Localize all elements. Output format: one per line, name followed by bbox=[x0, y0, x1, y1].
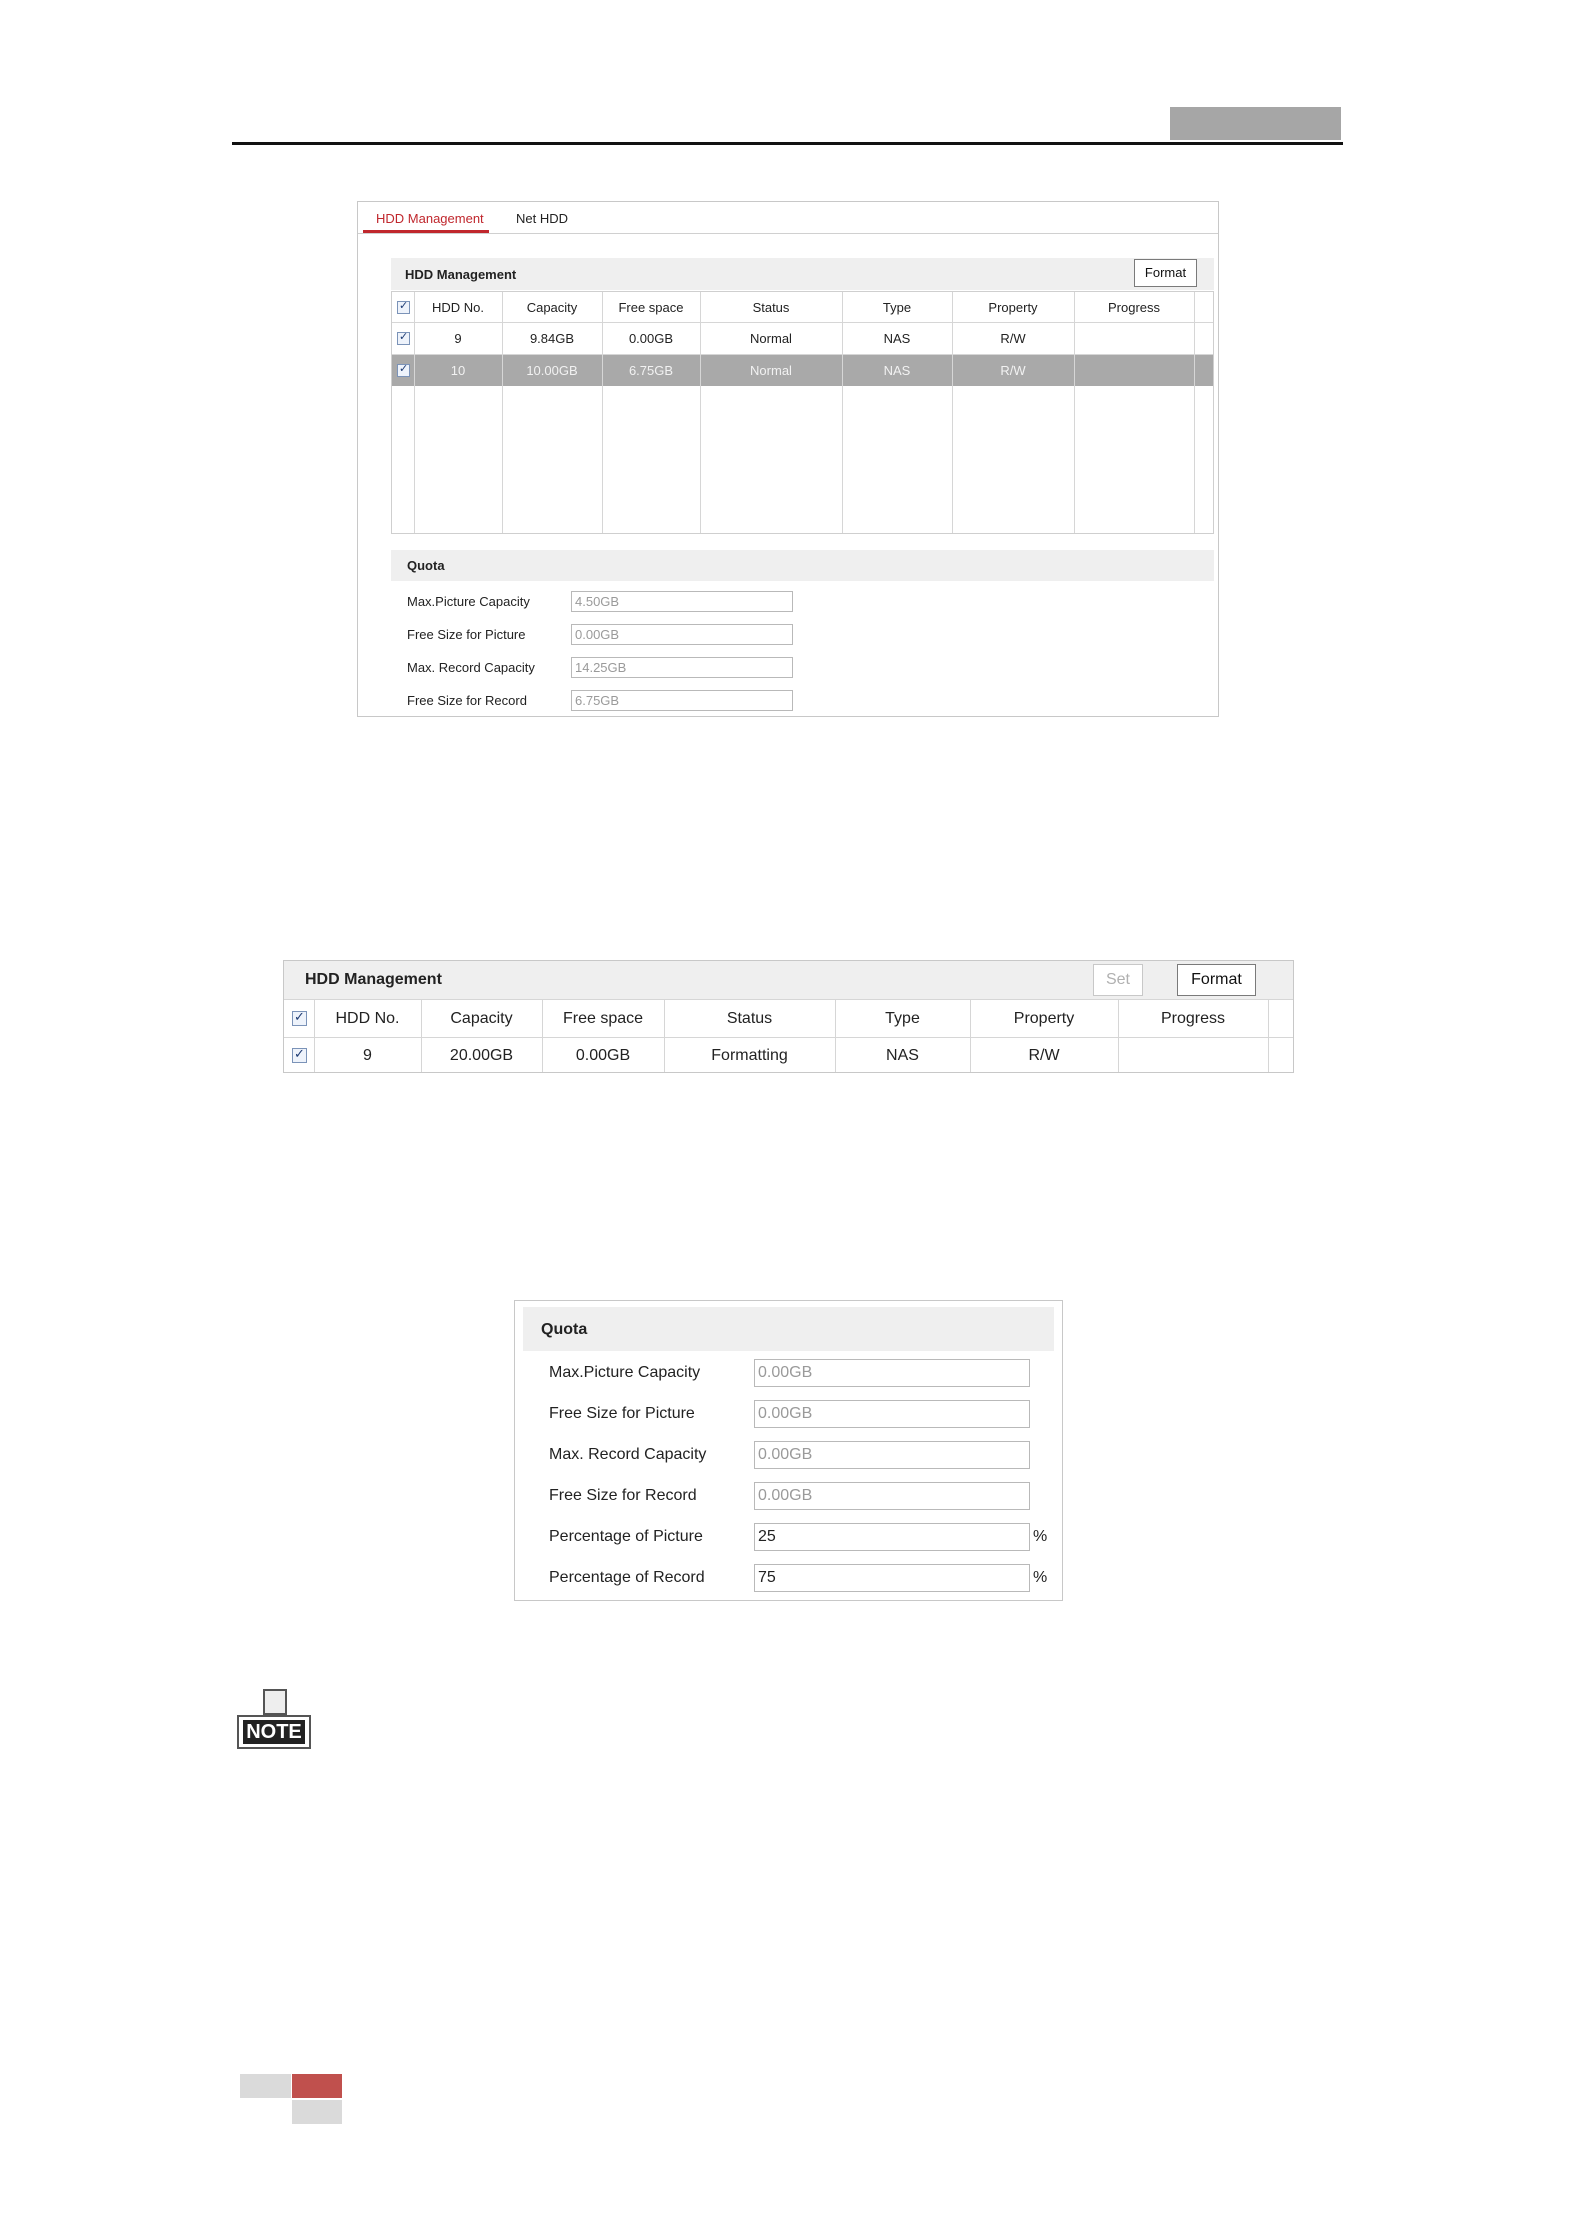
free-size-picture-label: Free Size for Picture bbox=[549, 1405, 695, 1422]
quota-title: Quota bbox=[407, 558, 445, 573]
percentage-record-label: Percentage of Record bbox=[549, 1569, 705, 1586]
note-icon bbox=[237, 1687, 313, 1750]
tab-bar bbox=[358, 202, 1218, 234]
free-size-record-label: Free Size for Record bbox=[407, 693, 527, 708]
footer-block-grey bbox=[292, 2100, 342, 2124]
max-record-capacity-field[interactable]: 0.00GB bbox=[754, 1441, 1030, 1469]
table-cell: R/W bbox=[1000, 363, 1026, 378]
select-all-checkbox[interactable] bbox=[292, 1011, 307, 1026]
col-header-progress: Progress bbox=[1160, 1010, 1226, 1027]
hdd-table bbox=[391, 291, 1214, 534]
col-header-capacity: Capacity bbox=[450, 1010, 513, 1027]
table-cell: R/W bbox=[1028, 1047, 1060, 1064]
max-picture-capacity-field[interactable]: 0.00GB bbox=[754, 1359, 1030, 1387]
free-size-picture-label: Free Size for Picture bbox=[407, 627, 526, 642]
quota-section-header bbox=[391, 550, 1214, 581]
col-header-progress: Progress bbox=[1107, 300, 1161, 315]
row-checkbox-hdd-9[interactable] bbox=[397, 332, 410, 345]
table-cell: R/W bbox=[1000, 331, 1026, 346]
notepad-icon bbox=[263, 1689, 287, 1715]
table-cell: 9 bbox=[454, 331, 462, 346]
note-label: NOTE bbox=[243, 1720, 305, 1744]
max-picture-capacity-label: Max.Picture Capacity bbox=[407, 594, 530, 609]
footer-block-grey bbox=[240, 2074, 291, 2098]
tab-hdd-management[interactable]: HDD Management bbox=[376, 211, 484, 226]
col-header-hdd-no: HDD No. bbox=[335, 1010, 400, 1027]
tab-net-hdd[interactable]: Net HDD bbox=[516, 211, 569, 226]
col-header-capacity: Capacity bbox=[526, 300, 578, 315]
quota-section-header bbox=[523, 1307, 1054, 1351]
table-cell: NAS bbox=[883, 363, 911, 378]
hdd-management-formatting bbox=[283, 960, 1294, 1073]
col-header-property: Property bbox=[988, 300, 1038, 315]
header-rule bbox=[232, 142, 1343, 145]
table-cell: 10.00GB bbox=[526, 363, 578, 378]
percentage-picture-input[interactable]: 25 bbox=[754, 1523, 1030, 1551]
set-button[interactable]: Set bbox=[1093, 964, 1143, 996]
percent-unit: % bbox=[1033, 1569, 1048, 1586]
table-cell: 0.00GB bbox=[628, 331, 674, 346]
table-cell: NAS bbox=[883, 331, 911, 346]
hdd-table bbox=[284, 999, 1293, 1072]
free-size-picture-field[interactable]: 0.00GB bbox=[571, 624, 793, 645]
select-all-checkbox[interactable] bbox=[397, 301, 410, 314]
table-cell: 20.00GB bbox=[449, 1047, 514, 1064]
quota-panel bbox=[514, 1300, 1063, 1601]
col-header-free-space: Free space bbox=[618, 300, 684, 315]
table-cell: 6.75GB bbox=[628, 363, 674, 378]
table-cell: Formatting bbox=[711, 1047, 788, 1064]
col-header-property: Property bbox=[1013, 1010, 1075, 1027]
max-record-capacity-label: Max. Record Capacity bbox=[549, 1446, 707, 1463]
hdd-section-header bbox=[391, 258, 1214, 290]
quota-title: Quota bbox=[541, 1321, 588, 1338]
hdd-management-window bbox=[357, 201, 1219, 717]
col-header-type: Type bbox=[885, 1010, 920, 1027]
footer-block-red bbox=[292, 2074, 342, 2098]
percentage-record-input[interactable]: 75 bbox=[754, 1564, 1030, 1592]
col-header-type: Type bbox=[882, 300, 912, 315]
max-picture-capacity-label: Max.Picture Capacity bbox=[549, 1364, 701, 1381]
col-header-status: Status bbox=[752, 300, 790, 315]
percent-unit: % bbox=[1033, 1528, 1048, 1545]
free-size-picture-field[interactable]: 0.00GB bbox=[754, 1400, 1030, 1428]
table-cell: 10 bbox=[450, 363, 466, 378]
free-size-record-field[interactable]: 0.00GB bbox=[754, 1482, 1030, 1510]
max-picture-capacity-field[interactable]: 4.50GB bbox=[571, 591, 793, 612]
col-header-hdd-no: HDD No. bbox=[431, 300, 484, 315]
max-record-capacity-label: Max. Record Capacity bbox=[407, 660, 535, 675]
table-cell: Normal bbox=[750, 363, 792, 378]
table-cell: NAS bbox=[886, 1047, 919, 1064]
table-cell: Normal bbox=[750, 331, 792, 346]
col-header-status: Status bbox=[726, 1010, 773, 1027]
format-button[interactable]: Format bbox=[1134, 259, 1197, 287]
row-checkbox-hdd-9[interactable] bbox=[292, 1048, 307, 1063]
table-cell: 9.84GB bbox=[529, 331, 575, 346]
table-cell: 0.00GB bbox=[575, 1047, 631, 1064]
header-tab-block bbox=[1170, 107, 1341, 140]
percentage-picture-label: Percentage of Picture bbox=[549, 1528, 703, 1545]
format-button[interactable]: Format bbox=[1177, 964, 1256, 996]
section-title: HDD Management bbox=[405, 267, 517, 282]
free-size-record-field[interactable]: 6.75GB bbox=[571, 690, 793, 711]
active-tab-indicator bbox=[363, 230, 489, 233]
max-record-capacity-field[interactable]: 14.25GB bbox=[571, 657, 793, 678]
row-checkbox-hdd-10[interactable] bbox=[397, 364, 410, 377]
col-header-free-space: Free space bbox=[562, 1010, 644, 1027]
free-size-record-label: Free Size for Record bbox=[549, 1487, 697, 1504]
section-title: HDD Management bbox=[305, 971, 442, 988]
table-cell: 9 bbox=[363, 1047, 372, 1064]
